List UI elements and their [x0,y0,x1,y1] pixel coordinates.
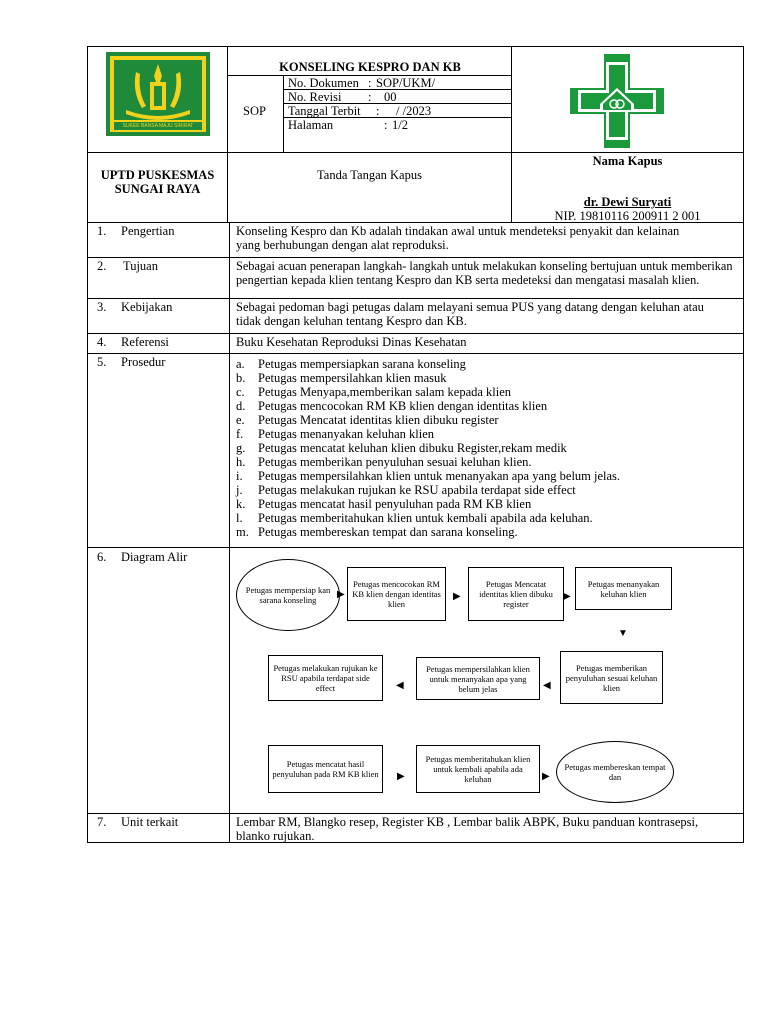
org-name-line2: SUNGAI RAYA [114,182,201,196]
meta-sep-tanggal: : [376,104,380,118]
label-col-divider [229,222,230,842]
flow-node-9: Petugas memberitahukan klien untuk kembali apabila ada keluhan [416,745,540,793]
logo-caption: SUKEE BANSA MAJU SIRIRAT [122,123,194,129]
row-text-3: Sebagai pedoman bagi petugas dalam melayani semua PUS yang datang dengan keluhan atau tidak dengan keluhan tentang Kespro dan KB. [236,300,704,328]
flow-arrow-down-icon: ▼ [618,628,628,639]
row-num-1: 1. [97,224,107,238]
kapus-label: Nama Kapus [592,154,663,168]
flow-arrow-right-icon: ▶ [563,591,571,602]
flow-arrow-right-icon: ▶ [397,771,405,782]
row-sep-1 [87,257,744,258]
procedure-item: f. Petugas menanyakan keluhan klien [236,427,434,441]
row-label-2: Tujuan [123,259,158,273]
row-label-4: Referensi [121,335,169,349]
header-bottom [87,152,744,153]
row-label-1: Pengertian [121,224,175,238]
procedure-item: a. Petugas mempersiapkan sarana konseling [236,357,466,371]
row-num-3: 3. [97,300,107,314]
flow-node-4: Petugas menanyakan keluhan klien [575,567,672,610]
row-label-5: Prosedur [121,355,166,369]
flow-node-6: Petugas mempersilahkan klien untuk menanyakan apa yang belum jelas [416,657,540,700]
flow-arrow-right-icon: ▶ [453,591,461,602]
row-sep-2 [87,298,744,299]
row-num-7: 7. [97,815,107,829]
procedure-item: g. Petugas mencatat keluhan klien dibuku Register,rekam medik [236,441,567,455]
org-name-line1: UPTD PUSKESMAS [100,168,215,182]
header-divider-2 [283,75,284,152]
row-sep-4 [87,353,744,354]
regency-logo [106,52,210,136]
sign-label: Tanda Tangan Kapus [317,168,422,182]
flow-arrow-left-icon: ◀ [396,680,404,691]
procedure-item: b. Petugas mempersilahkan klien masuk [236,371,447,385]
row-text-2: Sebagai acuan penerapan langkah- langkah untuk melakukan konseling bertujuan untuk memberikan pengertian kepada klien tentang Kespro dan KB serta medeteksi dan mengatasi masalah klien. [236,259,733,287]
row-text-1: Konseling Kespro dan Kb adalah tindakan awal untuk mendeteksi penyakit dan kelainan yang berhubungan dengan alat reproduksi. [236,224,680,252]
procedure-item: c. Petugas Menyapa,memberikan salam kepada klien [236,385,512,399]
procedure-item: i. Petugas mempersilahkan klien untuk menanyakan apa yang belum jelas. [236,469,621,483]
meta-value-halaman: 1/2 [392,118,408,132]
row-num-5: 5. [97,355,107,369]
frame-left [87,46,88,843]
row-label-7: Unit terkait [121,815,179,829]
kapus-name: dr. Dewi Suryati [583,195,672,209]
flow-node-5: Petugas memberikan penyuluhan sesuai keluhan klien [560,651,663,704]
meta-label-halaman: Halaman [288,118,334,132]
document-title: KONSELING KESPRO DAN KB [279,60,461,74]
row-sep-3 [87,333,744,334]
procedure-item: e. Petugas Mencatat identitas klien dibuku register [236,413,499,427]
procedure-item: k. Petugas mencatat hasil penyuluhan pada RM KB klien [236,497,532,511]
row-text-7: Lembar RM, Blangko resep, Register KB , Lembar balik ABPK, Buku panduan kontrasepsi, blanko rujukan. [236,815,699,843]
meta-label-tanggal: Tanggal Terbit [288,104,361,118]
meta-value-tanggal: / /2023 [396,104,432,118]
meta-sep-revisi: : [368,90,372,104]
procedure-item: l. Petugas memberitahukan klien untuk kembali apabila ada keluhan. [236,511,593,525]
meta-label-revisi: No. Revisi [288,90,342,104]
meta-value-dokumen: SOP/UKM/ [376,76,436,90]
flow-arrow-right-icon: ▶ [337,589,345,600]
flow-node-2: Petugas mencocokan RM KB klien dengan identitas klien [347,567,446,621]
puskesmas-cross-logo [570,54,664,148]
frame-top [87,46,744,47]
flow-node-start: Petugas mempersiap kan sarana konseling [236,559,340,631]
row-text-4: Buku Kesehatan Reproduksi Dinas Kesehatan [236,335,467,349]
flow-arrow-left-icon: ◀ [543,680,551,691]
flow-node-7: Petugas melakukan rujukan ke RSU apabila terdapat side effect [268,655,383,701]
row-label-3: Kebijakan [121,300,173,314]
flow-arrow-right-icon: ▶ [542,771,550,782]
flow-node-3: Petugas Mencatat identitas klien dibuku register [468,567,564,621]
kapus-nip: NIP. 19810116 200911 2 001 [554,209,701,223]
meta-sep-halaman: : [384,118,388,132]
row-sep-5 [87,547,744,548]
flow-node-end: Petugas membereskan tempat dan [556,741,674,803]
frame-right [743,46,744,843]
procedure-item: j. Petugas melakukan rujukan ke RSU apabila terdapat side effect [236,483,576,497]
row-num-4: 4. [97,335,107,349]
meta-sep-dokumen: : [368,76,372,90]
row-num-2: 2. [97,259,107,273]
procedure-item: h. Petugas memberikan penyuluhan sesuai keluhan klien. [236,455,532,469]
meta-value-revisi: 00 [384,90,397,104]
procedure-item: m. Petugas membereskan tempat dan sarana konseling. [236,525,518,539]
row-sep-6 [87,813,744,814]
row-num-6: 6. [97,550,107,564]
meta-label-dokumen: No. Dokumen [288,76,359,90]
flow-node-8: Petugas mencatat hasil penyuluhan pada RM KB klien [268,745,383,793]
row-label-6: Diagram Alir [121,550,188,564]
procedure-item: d. Petugas mencocokan RM KB klien dengan identitas klien [236,399,548,413]
sop-label: SOP [243,104,266,118]
